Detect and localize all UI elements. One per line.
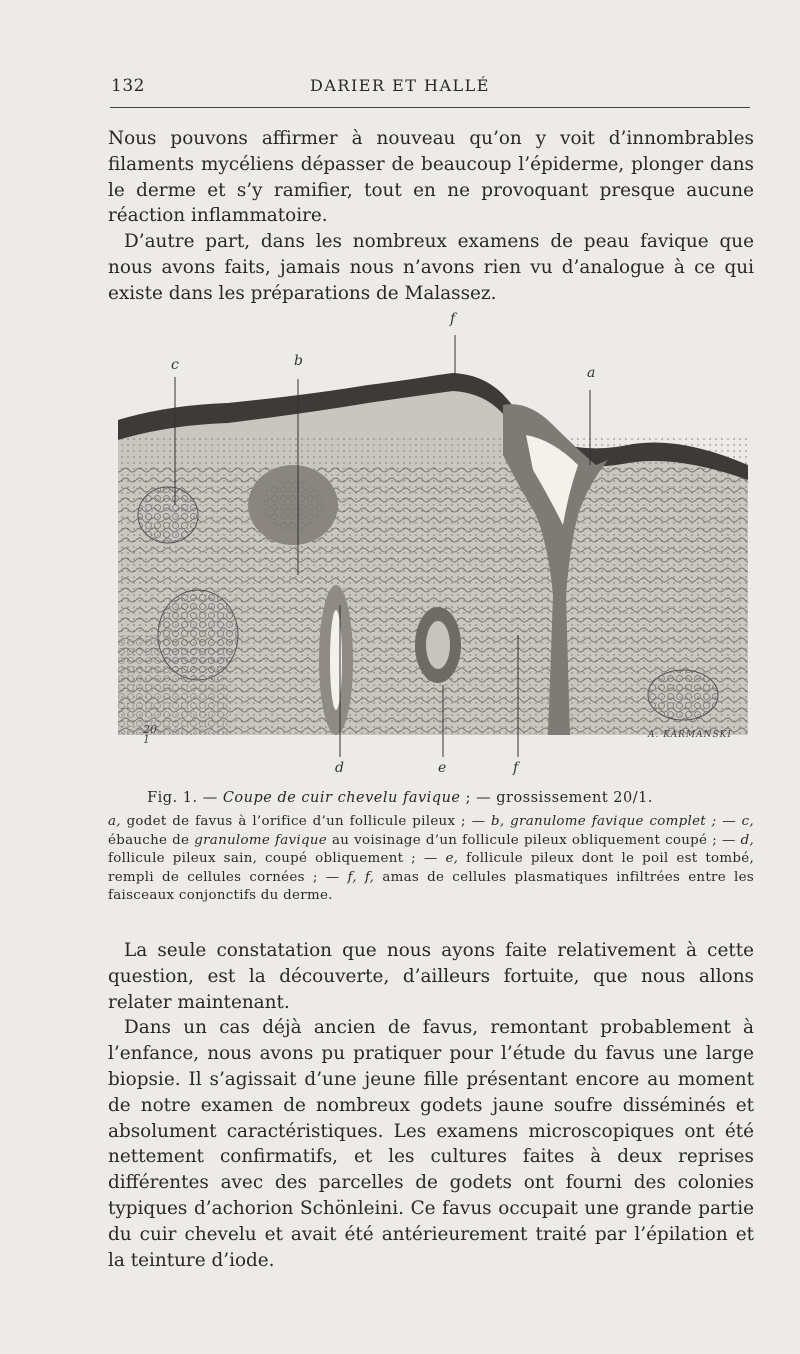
histology-figure <box>108 305 758 785</box>
figure-magnification: grossissement 20/1. <box>496 790 653 806</box>
scale-mark: 20 1 <box>143 723 157 746</box>
bottom-text-block <box>108 938 754 1273</box>
legend-text: amas de cellules plasmatiques infiltrées entre les faisceaux conjonctifs du derme. <box>108 869 754 904</box>
legend-text: au voisinage d’un follicule pileux obliquement coupé ; — <box>331 832 736 848</box>
legend-text: granulome favique complet ; — <box>510 814 736 829</box>
legend-letter: c, <box>741 814 754 829</box>
top-text-block <box>108 126 754 307</box>
legend-letter: f, f, <box>347 869 375 885</box>
artist-signature: A. KARMANSKI <box>648 730 732 740</box>
legend-text: godet de favus à l’orifice d’un follicule pileux ; — <box>126 814 486 829</box>
label-a: a <box>587 365 596 381</box>
legend-letter: a, <box>108 814 121 829</box>
cell-cluster <box>138 487 198 543</box>
figure-number: Fig. 1. <box>147 790 198 806</box>
label-f-bottom: f <box>513 760 519 776</box>
paragraph: Nous pouvons affirmer à nouveau qu’on y voit d’innombrables filaments mycéliens dépasser de beaucoup l’épiderme, plonger dans le derme et s’y ramifier, tout en ne provoquant presque aucune réaction inflammatoire. <box>108 128 754 227</box>
label-f-top: f <box>450 311 456 327</box>
page-number: 132 <box>111 76 145 96</box>
legend-letter: e, <box>445 851 459 867</box>
legend-text: follicule pileux sain, coupé obliquement ; — <box>108 851 438 867</box>
label-e: e <box>438 760 447 776</box>
legend-letter: b, <box>490 814 505 829</box>
header-rule <box>110 107 750 108</box>
figure-title: Coupe de cuir chevelu favique <box>222 790 461 806</box>
label-c: c <box>171 357 179 373</box>
legend-text: follicule pileux dont le poil est tombé, rempli de cellules cornées ; — <box>108 851 755 885</box>
legend-text: ébauche de <box>108 832 190 848</box>
paragraph: La seule constatation que nous ayons faite relativement à cette question, est la découverte, d’ailleurs fortuite, que nous allons relater maintenant. <box>108 940 754 1013</box>
figure-caption-title: Fig. 1. — Coupe de cuir chevelu favique ; — grossissement 20/1. <box>147 790 653 806</box>
figure-caption-legend <box>108 813 754 906</box>
paragraph: D’autre part, dans les nombreux examens de peau favique que nous avons faits, jamais nous n’avons rien vu d’analogue à ce qui existe dans les préparations de Malassez. <box>108 231 754 304</box>
legend-text: granulome favique <box>194 832 328 848</box>
paragraph: Dans un cas déjà ancien de favus, remontant probablement à l’enfance, nous avons pu pratiquer pour l’étude du favus une large biopsie. Il s’agissait d’une jeune fille présentant encore au moment de notre examen de nombreux godets jaune soufre disséminés et absolument caractéristiques. Les examens microscopiques ont été nettement confirmatifs, et les cultures faites à deux reprises différentes avec des parcelles de godets ont fourni des colonies typiques d’achorion Schönleini. Ce favus occupait une grande partie du cuir chevelu et avait été antérieurement traité par l’épilation et la teinture d’iode. <box>108 1017 754 1271</box>
running-head: DARIER ET HALLÉ <box>310 76 490 95</box>
label-b: b <box>294 353 303 369</box>
histology-illustration <box>108 305 758 785</box>
label-d: d <box>335 760 344 776</box>
legend-letter: d, <box>740 832 755 848</box>
cell-cluster <box>648 670 718 720</box>
